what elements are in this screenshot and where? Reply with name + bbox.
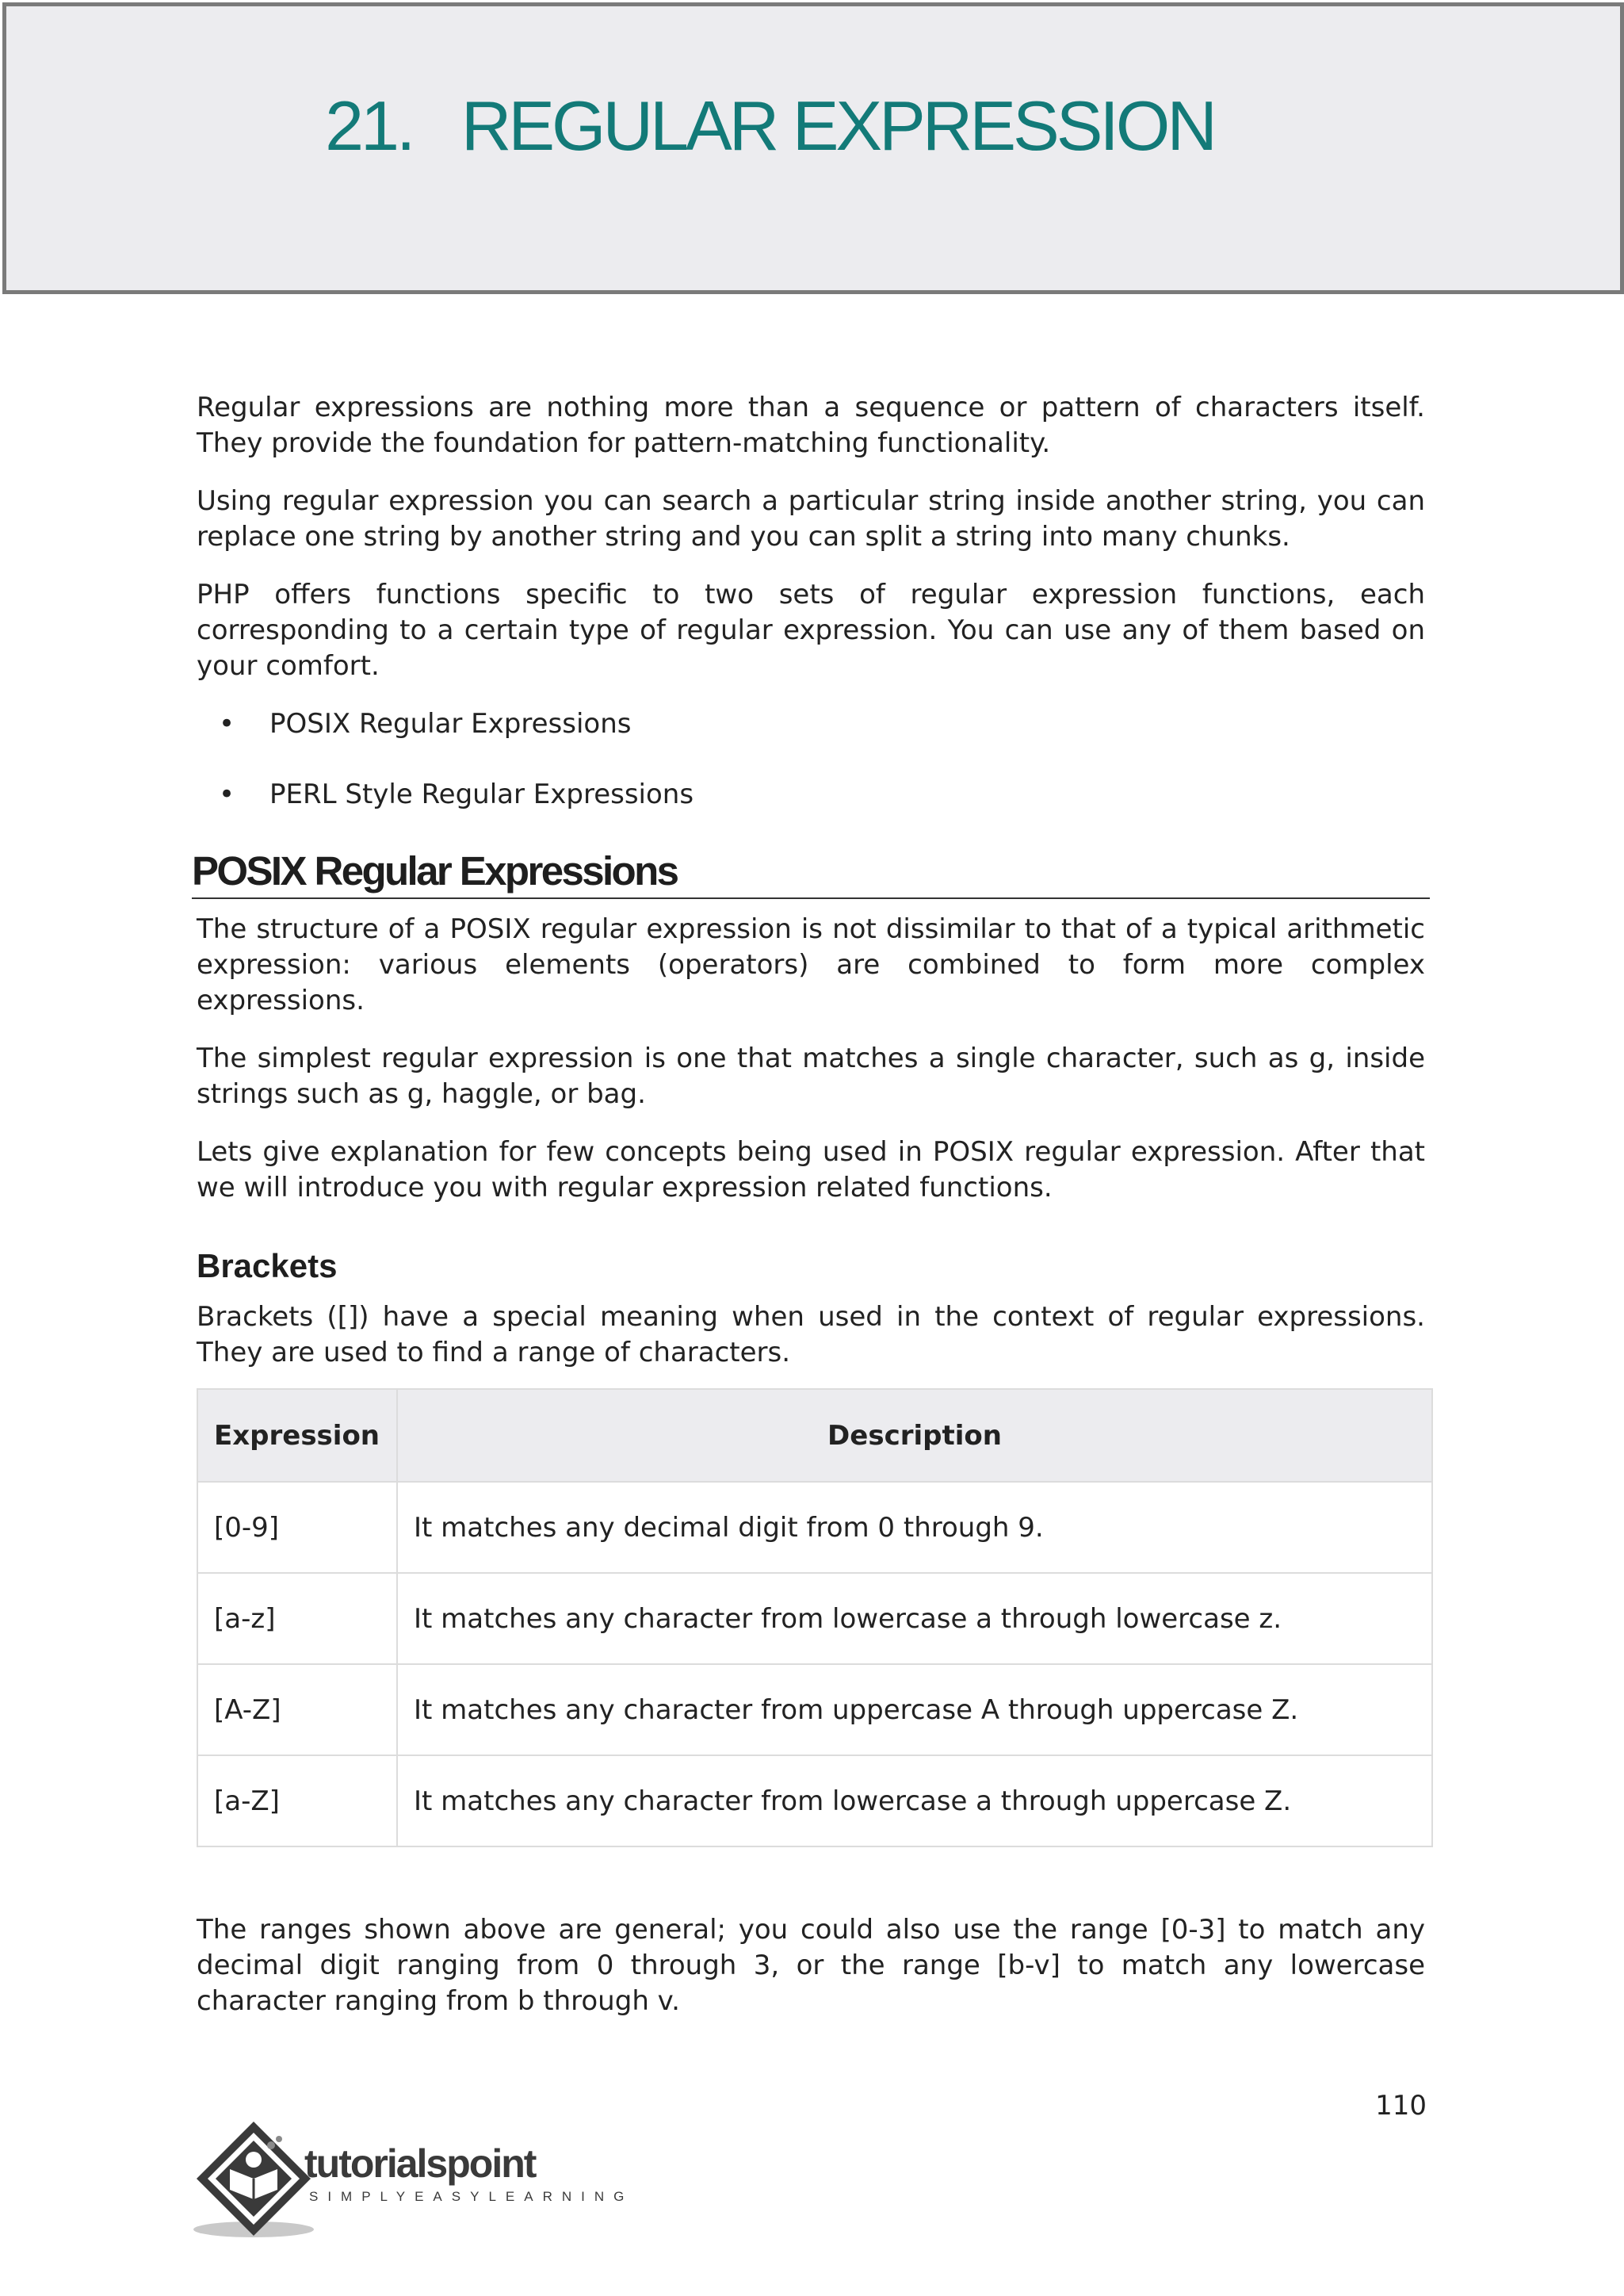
table-row (197, 1573, 1432, 1664)
expression-cell: [0-9] (197, 1482, 397, 1573)
chapter-title-text: REGULAR EXPRESSION (460, 86, 1214, 165)
expression-cell: [a-z] (197, 1573, 397, 1664)
page-number: 110 (1375, 2090, 1427, 2122)
tutorialspoint-logo[interactable] (195, 2117, 634, 2247)
description-cell: It matches any character from lowercase a through uppercase Z. (397, 1755, 1432, 1846)
expression-cell: [A-Z] (197, 1664, 397, 1755)
column-header-description: Description (397, 1389, 1432, 1482)
logo-text: tutorialspoint (304, 2141, 536, 2186)
description-cell: It matches any character from lowercase a through lowercase z. (397, 1573, 1432, 1664)
table-row (197, 1664, 1432, 1755)
bullet-icon: • (219, 779, 235, 810)
intro-paragraph-2: Using regular expression you can search a particular string inside another string, you can replace one string by another string and you can split a string into many chunks. (197, 485, 1425, 553)
logo-icon (195, 2117, 634, 2244)
description-cell: It matches any character from uppercase A through uppercase Z. (397, 1664, 1432, 1755)
brackets-table (197, 1388, 1433, 1847)
posix-paragraph-3: Lets give explanation for few concepts being used in POSIX regular expression. After that we will introduce you with regular expression related functions. (197, 1136, 1425, 1203)
subheading-brackets: Brackets (197, 1247, 338, 1284)
list-item-text: POSIX Regular Expressions (269, 708, 632, 740)
expression-cell: [a-Z] (197, 1755, 397, 1846)
logo-tagline: SIMPLYEASYLEARNING (309, 2189, 634, 2204)
posix-paragraph-2: The simplest regular expression is one that matches a single character, such as g, inside strings such as g, haggle, or bag. (197, 1043, 1425, 1110)
list-item (197, 706, 1425, 742)
page-content (192, 390, 1425, 2042)
intro-paragraph-3: PHP offers functions specific to two sets of regular expression functions, each corresponding to a certain type of regular expression. You can use any of them based on your comfort. (197, 579, 1425, 682)
list-item-text: PERL Style Regular Expressions (269, 779, 694, 810)
chapter-number: 21. (325, 86, 413, 165)
table-row (197, 1755, 1432, 1846)
section-heading-posix: POSIX Regular Expressions (192, 848, 1430, 899)
table-row (197, 1482, 1432, 1573)
bullet-icon: • (219, 708, 235, 740)
posix-paragraph-1: The structure of a POSIX regular expression is not dissimilar to that of a typical arithmetic expression: various elements (operators) are combined to form more complex expressions. (197, 913, 1425, 1016)
brackets-paragraph-1: Brackets ([]) have a special meaning when used in the context of regular expressions. They are used to find a range of characters. (197, 1301, 1425, 1368)
chapter-title (6, 86, 1620, 166)
chapter-header (2, 2, 1624, 294)
regex-types-list (197, 706, 1425, 813)
intro-paragraph-1: Regular expressions are nothing more than a sequence or pattern of characters itself. They provide the foundation for pattern-matching functionality. (197, 392, 1425, 459)
brackets-paragraph-2: The ranges shown above are general; you could also use the range [0-3] to match any decimal digit ranging from 0 through 3, or the range [b-v] to match any lowercase character ranging from b through v. (197, 1914, 1425, 2017)
column-header-expression: Expression (197, 1389, 397, 1482)
table-header-row (197, 1389, 1432, 1482)
description-cell: It matches any decimal digit from 0 through 9. (397, 1482, 1432, 1573)
list-item (197, 777, 1425, 813)
